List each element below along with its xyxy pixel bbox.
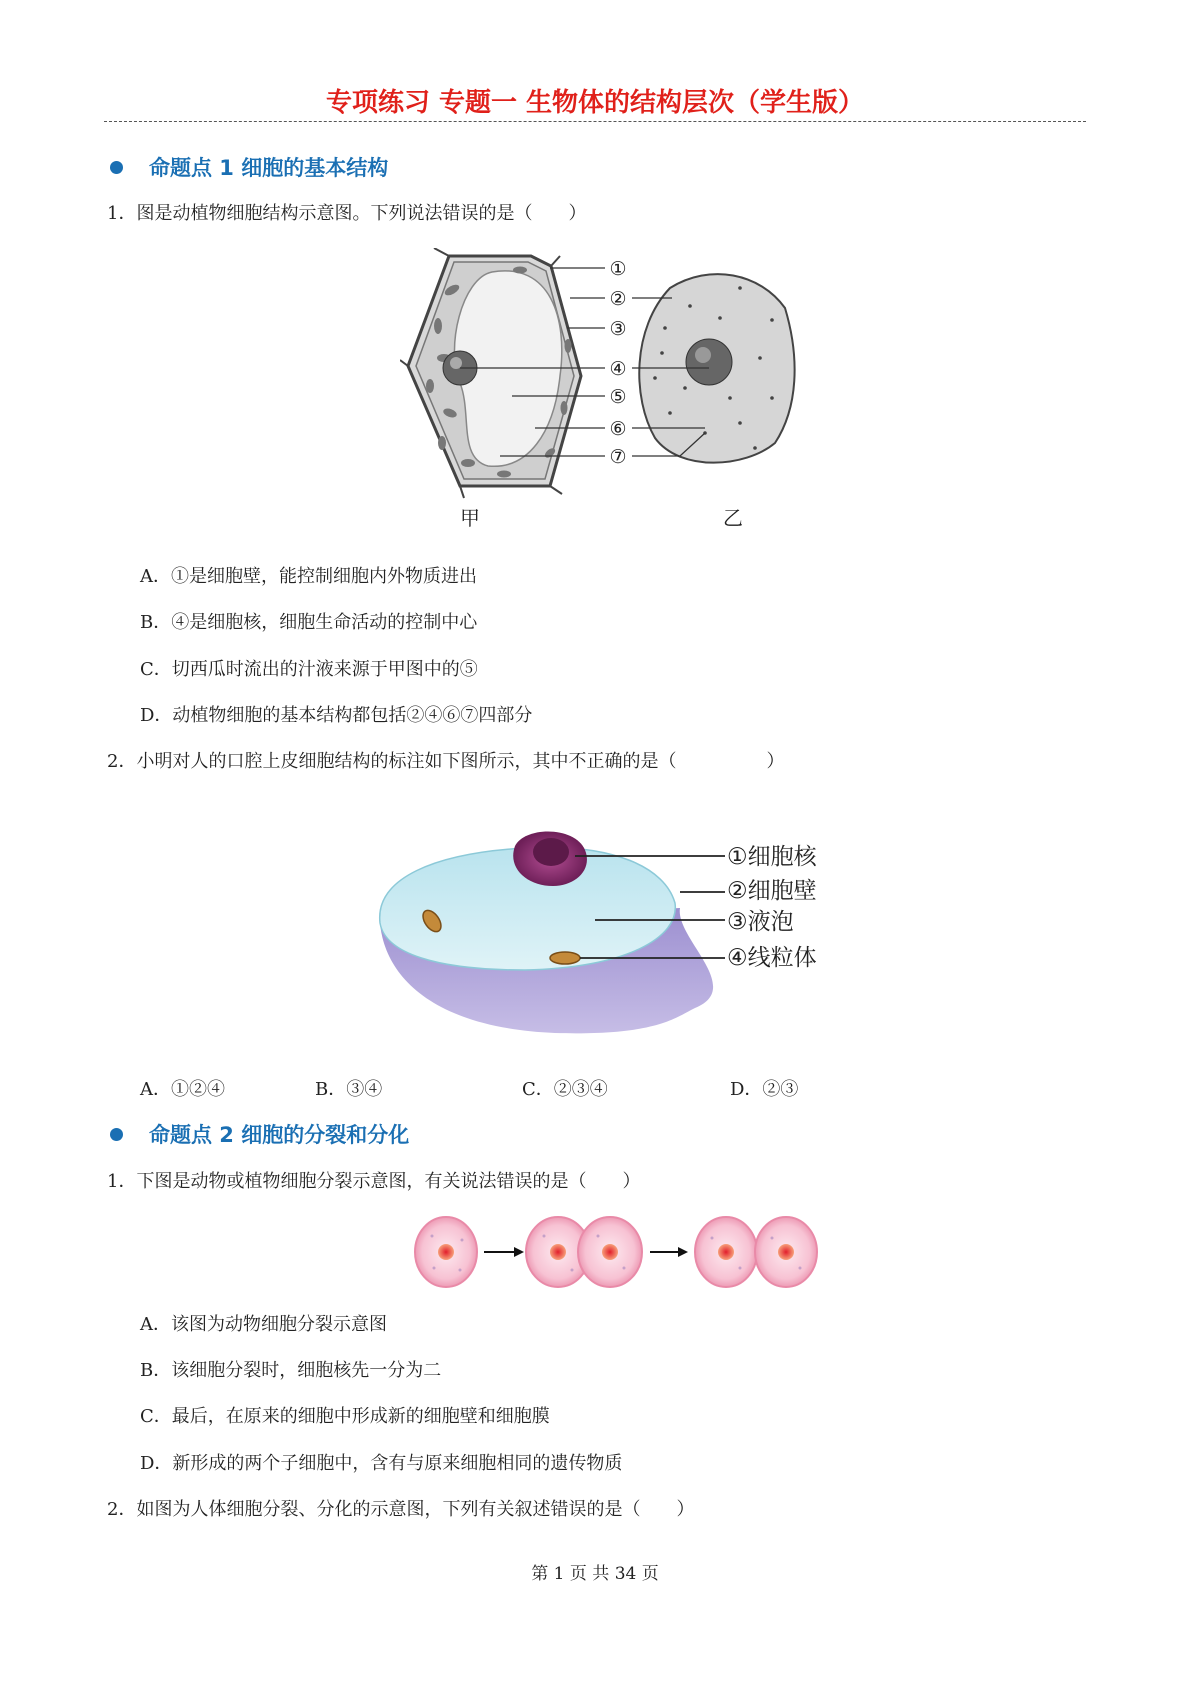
label-7: ⑦	[609, 446, 627, 468]
caption-jia: 甲	[460, 506, 480, 530]
q1-option-c: C．切西瓜时流出的汁液来源于甲图中的⑤	[140, 659, 478, 680]
question-3-stem: 1．下图是动物或植物细胞分裂示意图，有关说法错误的是（ ）	[107, 1171, 641, 1192]
q2-option-c: C．②③④	[522, 1079, 608, 1100]
q2-option-a: A．①②④	[140, 1079, 225, 1100]
question-1-stem: 1．图是动植物细胞结构示意图。下列说法错误的是（ ）	[107, 203, 587, 224]
q3-option-a: A．该图为动物细胞分裂示意图	[140, 1314, 387, 1335]
q3-option-c: C．最后，在原来的细胞中形成新的细胞壁和细胞膜	[140, 1406, 550, 1427]
oral-cell-figure	[375, 828, 835, 1038]
q1-option-b: B．④是细胞核，细胞生命活动的控制中心	[140, 612, 478, 633]
stage-3-cells	[695, 1217, 817, 1287]
mitochondrion-2	[550, 952, 580, 964]
page-footer: 第 1 页 共 34 页	[531, 1564, 659, 1584]
section-heading-2: 命题点 2 细胞的分裂和分化	[110, 1119, 409, 1149]
label-cell-wall: ②细胞壁	[727, 878, 817, 904]
label-3: ③	[609, 318, 627, 340]
q3-option-d: D．新形成的两个子细胞中，含有与原来细胞相同的遗传物质	[140, 1453, 623, 1474]
label-4: ④	[609, 358, 627, 380]
section-heading-1: 命题点 1 细胞的基本结构	[110, 152, 388, 182]
bullet-icon	[110, 161, 123, 174]
label-6: ⑥	[609, 418, 627, 440]
label-vacuole: ③液泡	[727, 909, 794, 935]
stage-2-cell	[526, 1217, 642, 1287]
label-mitochondrion: ④线粒体	[727, 945, 817, 971]
question-2-stem: 2．小明对人的口腔上皮细胞结构的标注如下图所示，其中不正确的是（ ）	[107, 751, 785, 772]
animal-nucleus	[686, 339, 732, 385]
q3-option-b: B．该细胞分裂时，细胞核先一分为二	[140, 1360, 442, 1381]
arrow-icon	[678, 1247, 688, 1257]
label-2: ②	[609, 288, 627, 310]
page-title: 专项练习 专题一 生物体的结构层次（学生版）	[325, 88, 865, 118]
label-nucleus: ①细胞核	[727, 844, 817, 870]
cell-division-figure	[412, 1214, 822, 1290]
arrow-icon	[514, 1247, 524, 1257]
bullet-icon	[110, 1128, 123, 1141]
label-5: ⑤	[609, 386, 627, 408]
cell-structure-figure	[400, 248, 830, 536]
q1-option-a: A．①是细胞壁，能控制细胞内外物质进出	[140, 566, 477, 587]
q2-option-b: B．③④	[315, 1079, 383, 1100]
title-divider	[104, 121, 1086, 122]
q2-option-d: D．②③	[730, 1079, 799, 1100]
caption-yi: 乙	[723, 506, 743, 530]
stage-1-cell	[415, 1217, 477, 1287]
q1-option-d: D．动植物细胞的基本结构都包括②④⑥⑦四部分	[140, 705, 533, 726]
question-4-stem: 2．如图为人体细胞分裂、分化的示意图，下列有关叙述错误的是（ ）	[107, 1499, 695, 1520]
label-1: ①	[609, 258, 627, 280]
